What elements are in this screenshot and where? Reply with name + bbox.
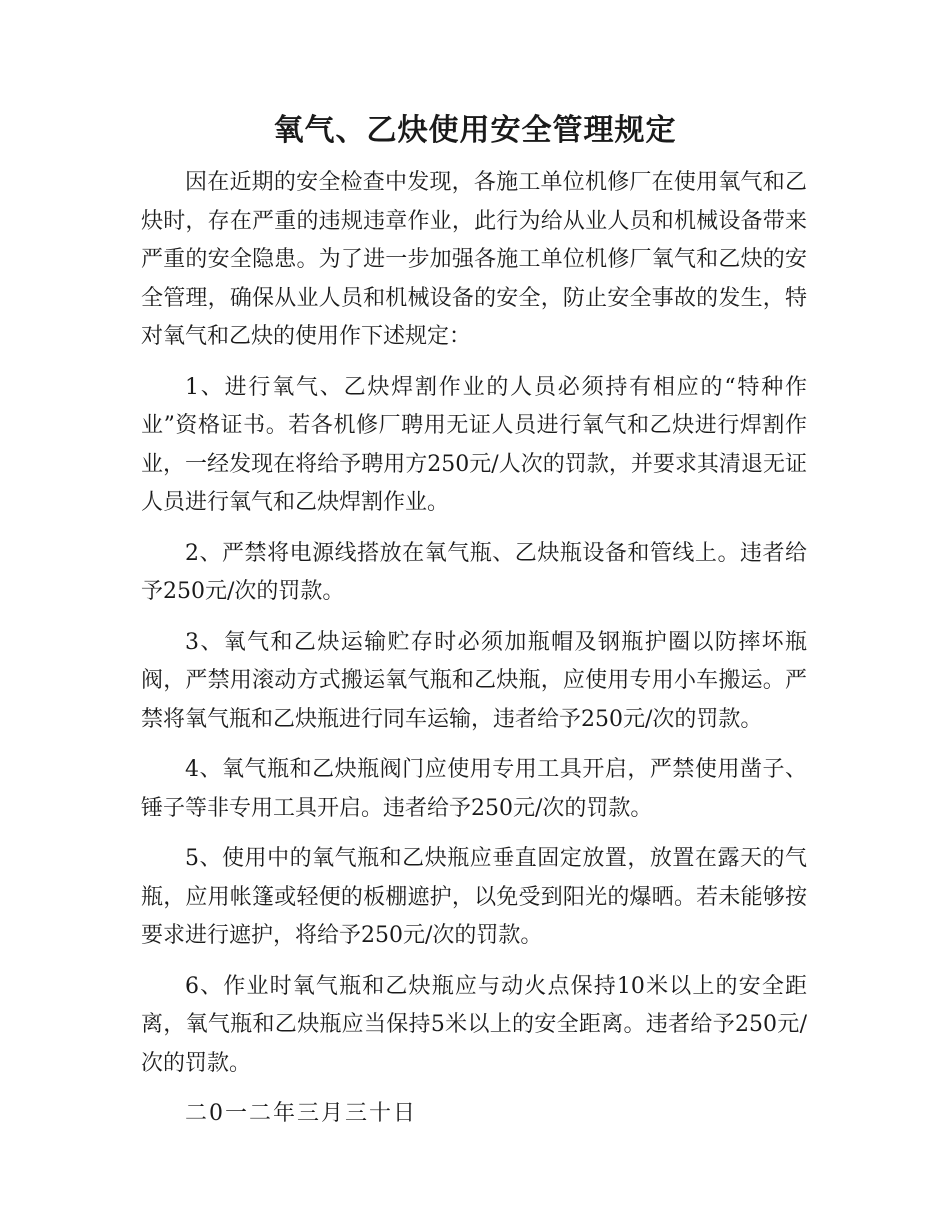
rule-paragraph-4: 4、氧气瓶和乙炔瓶阀门应使用专用工具开启，严禁使用凿子、锤子等非专用工具开启。违者给予250元/次的罚款。	[141, 757, 807, 821]
document-date: 二0一二年三月三十日	[185, 1101, 417, 1126]
document-title: 氧气、乙炔使用安全管理规定	[273, 113, 677, 148]
rule-paragraph-6: 6、作业时氧气瓶和乙炔瓶应与动火点保持10米以上的安全距离，氧气瓶和乙炔瓶应当保持5米以上的安全距离。违者给予250元/次的罚款。	[141, 973, 807, 1076]
rule-paragraph-3: 3、氧气和乙炔运输贮存时必须加瓶帽及钢瓶护圈以防摔坏瓶阀，严禁用滚动方式搬运氧气瓶和乙炔瓶，应使用专用小车搬运。严禁将氧气瓶和乙炔瓶进行同车运输，违者给予250元/次的罚款。	[141, 629, 807, 732]
rule-paragraph-2: 2、严禁将电源线搭放在氧气瓶、乙炔瓶设备和管线上。违者给予250元/次的罚款。	[141, 540, 807, 604]
intro-paragraph: 因在近期的安全检查中发现，各施工单位机修厂在使用氧气和乙炔时，存在严重的违规违章作业，此行为给从业人员和机械设备带来严重的安全隐患。为了进一步加强各施工单位机修厂氧气和乙炔的安全管理，确保从业人员和机械设备的安全，防止安全事故的发生，特对氧气和乙炔的使用作下述规定：	[141, 170, 807, 349]
document-body	[141, 164, 807, 1134]
rule-paragraph-1: 1、进行氧气、乙炔焊割作业的人员必须持有相应的“特种作业”资格证书。若各机修厂聘用无证人员进行氧气和乙炔进行焊割作业，一经发现在将给予聘用方250元/人次的罚款，并要求其清退无证人员进行氧气和乙炔焊割作业。	[141, 374, 807, 515]
rule-paragraph-5: 5、使用中的氧气瓶和乙炔瓶应垂直固定放置，放置在露天的气瓶，应用帐篷或轻便的板棚遮护，以免受到阳光的爆晒。若未能够按要求进行遮护，将给予250元/次的罚款。	[141, 846, 807, 948]
